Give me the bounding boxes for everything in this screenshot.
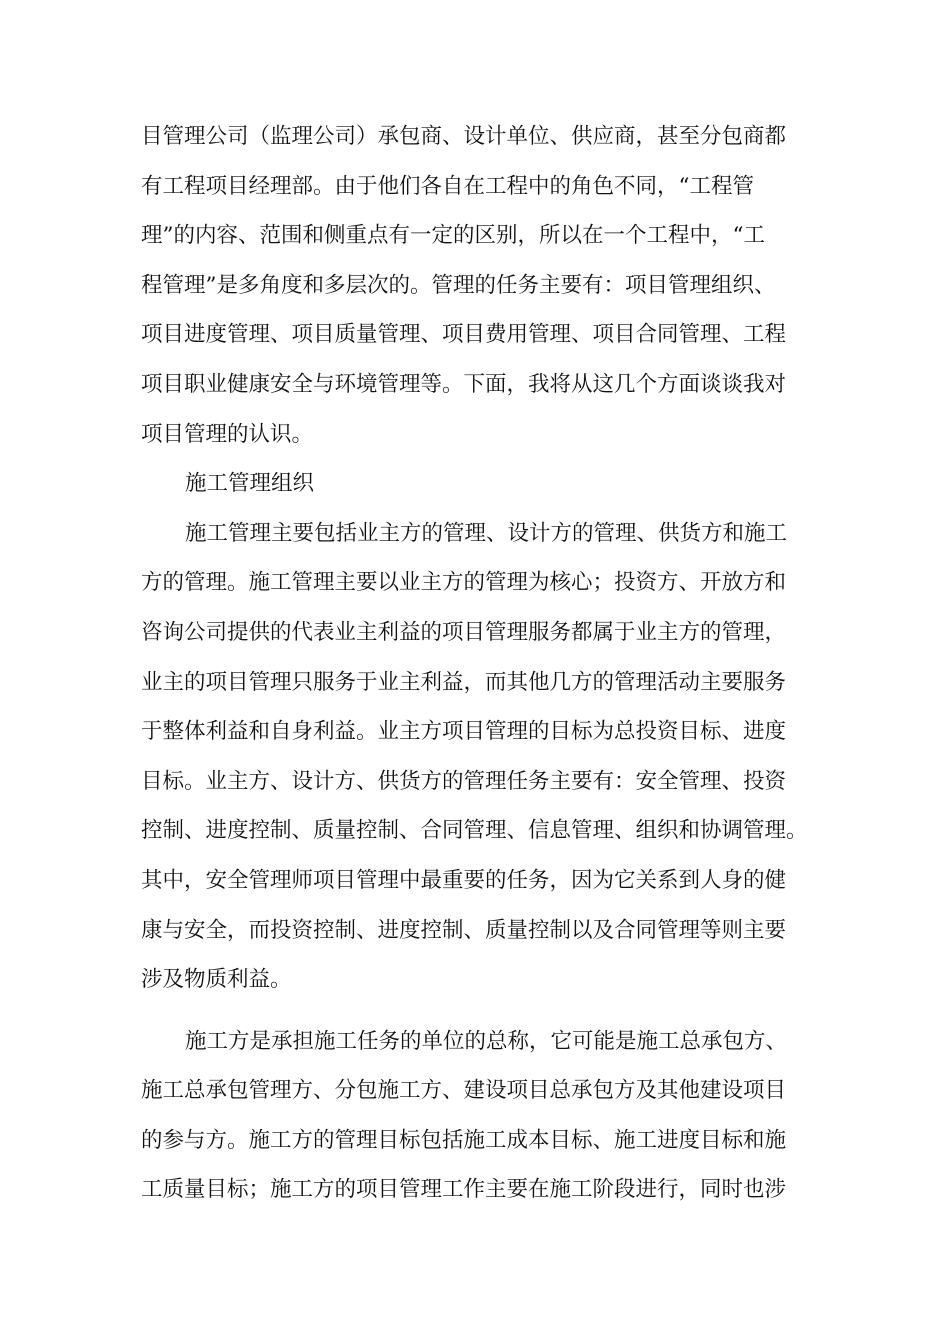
text-line: 项目管理的认识。 xyxy=(141,421,314,447)
text-line: 工质量目标；施工方的项目管理工作主要在施工阶段进行，同时也涉 xyxy=(141,1177,787,1203)
text-line: 咨询公司提供的代表业主利益的项目管理服务都属于业主方的管理， xyxy=(141,619,787,645)
text-line: 方的管理。施工管理主要以业主方的管理为核心；投资方、开放方和 xyxy=(141,570,787,596)
text-line: 控制、进度控制、质量控制、合同管理、信息管理、组织和协调管理。 xyxy=(141,818,808,844)
text-line: 施工总承包管理方、分包施工方、建设项目总承包方及其他建设项目 xyxy=(141,1078,787,1104)
document-body xyxy=(141,112,841,1215)
paragraph-3 xyxy=(141,1017,841,1215)
text-line: 理”的内容、范围和侧重点有一定的区别，所以在一个工程中，“工 xyxy=(141,223,765,249)
section-heading: 施工管理组织 xyxy=(185,471,315,497)
paragraph-2 xyxy=(141,509,841,1005)
text-line: 施工方是承担施工任务的单位的总称，它可能是施工总承包方、 xyxy=(185,1028,788,1054)
text-line: 的参与方。施工方的管理目标包括施工成本目标、施工进度目标和施 xyxy=(141,1127,787,1153)
paragraph-gap xyxy=(141,1005,841,1017)
text-line: 程管理”是多角度和多层次的。管理的任务主要有：项目管理组织、 xyxy=(141,272,776,298)
text-line: 有工程项目经理部。由于他们各自在工程中的角色不同，“工程管 xyxy=(141,173,754,199)
text-line: 项目进度管理、项目质量管理、项目费用管理、项目合同管理、工程 xyxy=(141,322,787,348)
text-line: 项目职业健康安全与环境管理等。下面，我将从这几个方面谈谈我对 xyxy=(141,371,787,397)
text-line: 于整体利益和自身利益。业主方项目管理的目标为总投资目标、进度 xyxy=(141,719,787,745)
text-line: 其中，安全管理师项目管理中最重要的任务，因为它关系到人身的健 xyxy=(141,867,787,893)
text-line: 施工管理主要包括业主方的管理、设计方的管理、供货方和施工 xyxy=(185,520,788,546)
paragraph-1 xyxy=(141,112,841,459)
text-line: 涉及物质利益。 xyxy=(141,967,292,993)
text-line: 目标。业主方、设计方、供货方的管理任务主要有：安全管理、投资 xyxy=(141,768,787,794)
text-line: 康与安全，而投资控制、进度控制、质量控制以及合同管理等则主要 xyxy=(141,917,787,943)
text-line: 业主的项目管理只服务于业主利益，而其他几方的管理活动主要服务 xyxy=(141,669,787,695)
text-line: 目管理公司（监理公司）承包商、设计单位、供应商，甚至分包商都 xyxy=(141,124,787,149)
